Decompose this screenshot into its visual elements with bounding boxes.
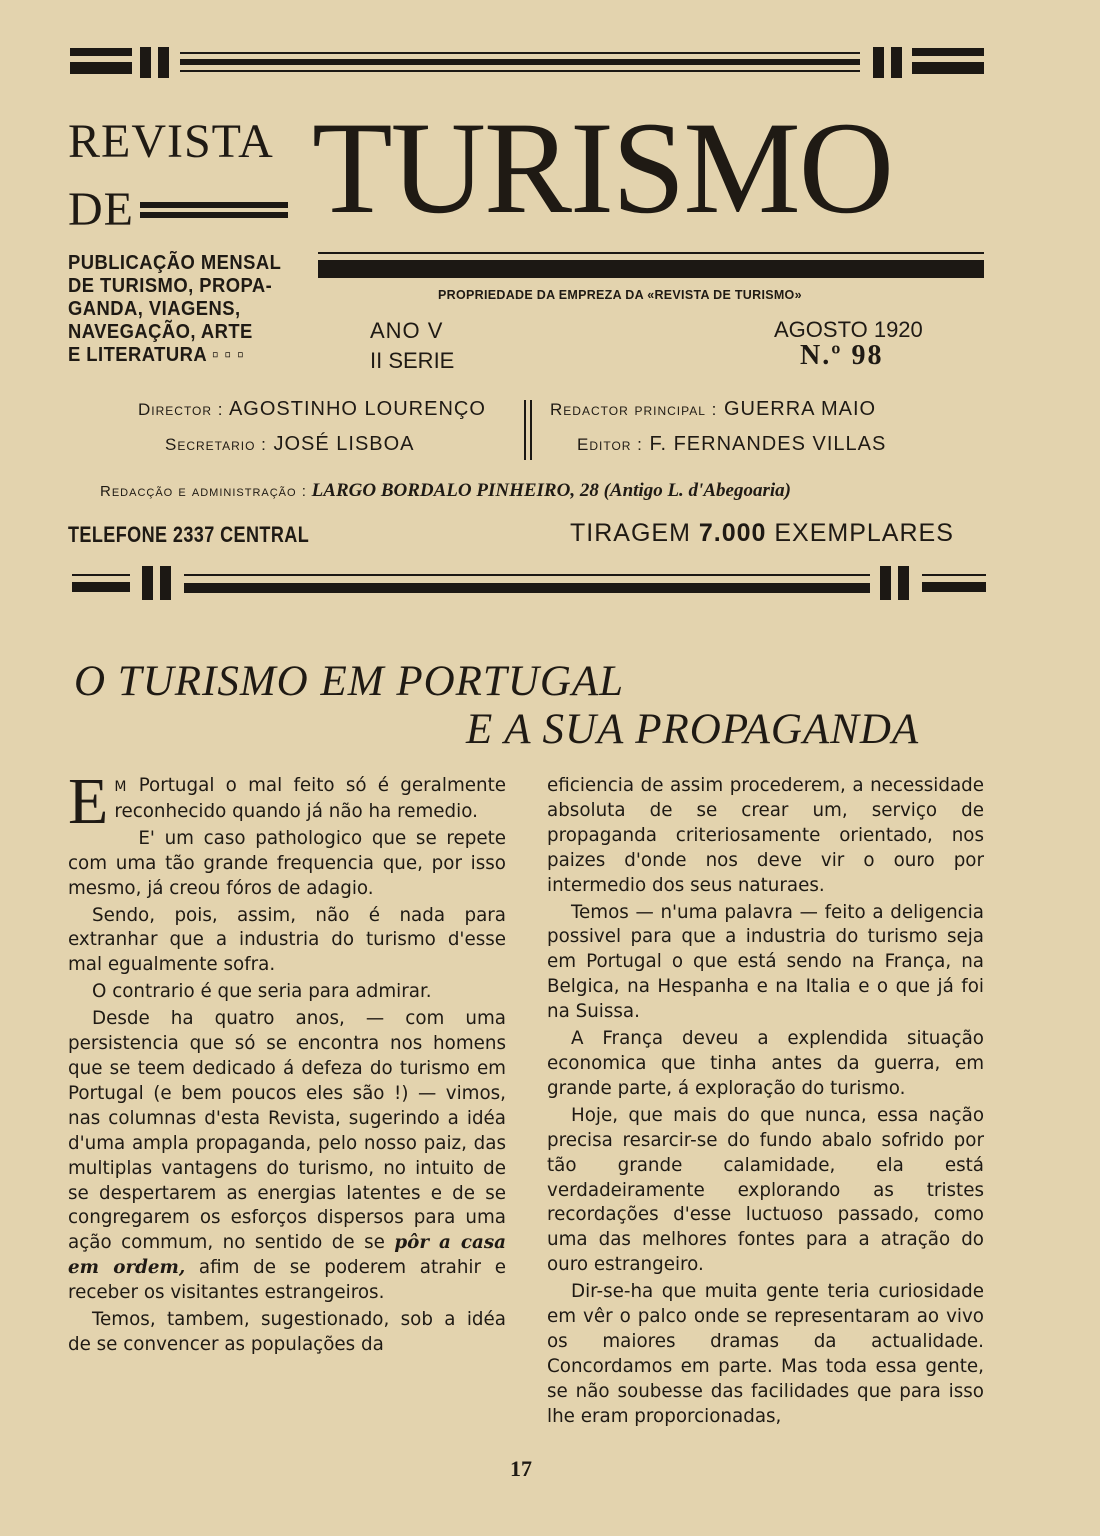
paragraph: eficiencia de assim procederem, a necessidade absoluta de se crear um, serviço de propaganda criteriosamente orientado, nos paizes d'onde nos deve vir o ouro por intermedio dos seus naturaes. <box>547 775 984 896</box>
paragraph: Temos — n'uma palavra — feito a deligencia possivel para que a industria do turismo seja em Portugal o que está sendo na França, na Belgica, na Hespanha e na Italia e o que já foi na Suissa. <box>547 901 984 1023</box>
paragraph: Dir-se-ha que muita gente teria curiosidade em vêr o palco onde se representaram ao vivo os maiores dramas da actualidade. Concordamos em parte. Mas toda essa gente, se não soubesse das facilidades que para isso lhe eram proporcionadas, <box>547 1281 984 1427</box>
telefone: TELEFONE 2337 CENTRAL <box>68 522 310 547</box>
masthead-revista: REVISTA <box>68 115 274 168</box>
paragraph: A França deveu a explendida situação economica que tinha antes da guerra, em grande parte, á exploração do turismo. <box>547 1028 984 1099</box>
ownership-line: PROPRIEDADE DA EMPREZA DA «REVISTA DE TURISMO» <box>438 288 802 302</box>
issue-date: AGOSTO 1920 <box>774 317 923 342</box>
paragraph: E' um caso pathologico que se repete com uma tão grande frequencia que, por isso mesmo, já creou fóros de adagio. <box>68 827 506 899</box>
paragraph: Sendo, pois, assim, não é nada para extranhar que a industria do turismo d'esse mal egualmente sofra. <box>68 904 506 976</box>
tiragem: TIRAGEM 7.000 EXEMPLARES <box>570 519 954 547</box>
staff-divider <box>524 400 526 460</box>
redactor-line: Redactor principal : GUERRA MAIO <box>550 398 877 420</box>
address-line: Redacção e administração : LARGO BORDALO PINHEIRO, 28 (Antigo L. d'Abegoaria) <box>100 480 791 501</box>
paragraph: Desde ha quatro anos, — com uma persistencia que só se encontra nos homens que se teem dedicado á defeza do turismo em Portugal (e bem poucos eles são !) — vimos, nas columnas d'esta Revista, sugerindo a idéa d'uma ampla propaganda, pelo nosso paiz, das multiplas vantagens do turismo, no intuito de se despertarem as energias latentes e de se congregarem os esforços dispersos para uma ação commum, no sentido de se pôr a casa em ordem, afim de se poderem atrahir e receber os visitantes estrangeiros. <box>68 1008 507 1304</box>
issue-year: ANO V <box>370 318 444 343</box>
issue-number: N.º 98 <box>800 340 884 371</box>
page-number: 17 <box>510 1456 532 1481</box>
paragraph: O contrario é que seria para admirar. <box>92 981 432 1003</box>
publication-description: PUBLICAÇÃO MENSAL DE TURISMO, PROPA- GANDA, VIAGENS, NAVEGAÇÃO, ARTE E LITERATURA ▫ ▫ ▫ <box>68 252 282 366</box>
masthead-de: DE <box>68 183 134 236</box>
director-line: Director : AGOSTINHO LOURENÇO <box>138 398 486 420</box>
paragraph: E M Portugal o mal feito só é geralmente reconhecido quando já não ha remedio. <box>68 765 506 838</box>
article-title-line2: E A SUA PROPAGANDA <box>466 706 920 753</box>
article-column-1 <box>68 765 507 1358</box>
issue-series: II SERIE <box>370 348 455 373</box>
paragraph: Hoje, que mais do que nunca, essa nação precisa resarcir-se do fundo abalo sofrido por tão grande calamidade, ela está verdadeiramente explorando as tristes recordações d'esse luctuoso passado, como uma das melhores fontes para a atração do ouro estrangeiro. <box>547 1104 984 1276</box>
header-rule <box>318 252 984 254</box>
paragraph: Temos, tambem, sugestionado, sob a idéa de se convencer as populações da <box>68 1309 506 1355</box>
masthead-title: TURISMO <box>312 94 893 241</box>
secretario-line: Secretario : JOSÉ LISBOA <box>165 433 415 455</box>
article-column-2 <box>547 774 984 1430</box>
article-title-line1: O TURISMO EM PORTUGAL <box>74 658 625 705</box>
masthead-de-rule <box>140 202 288 208</box>
editor-line: Editor : F. FERNANDES VILLAS <box>577 433 887 455</box>
drop-cap: E <box>68 765 109 838</box>
